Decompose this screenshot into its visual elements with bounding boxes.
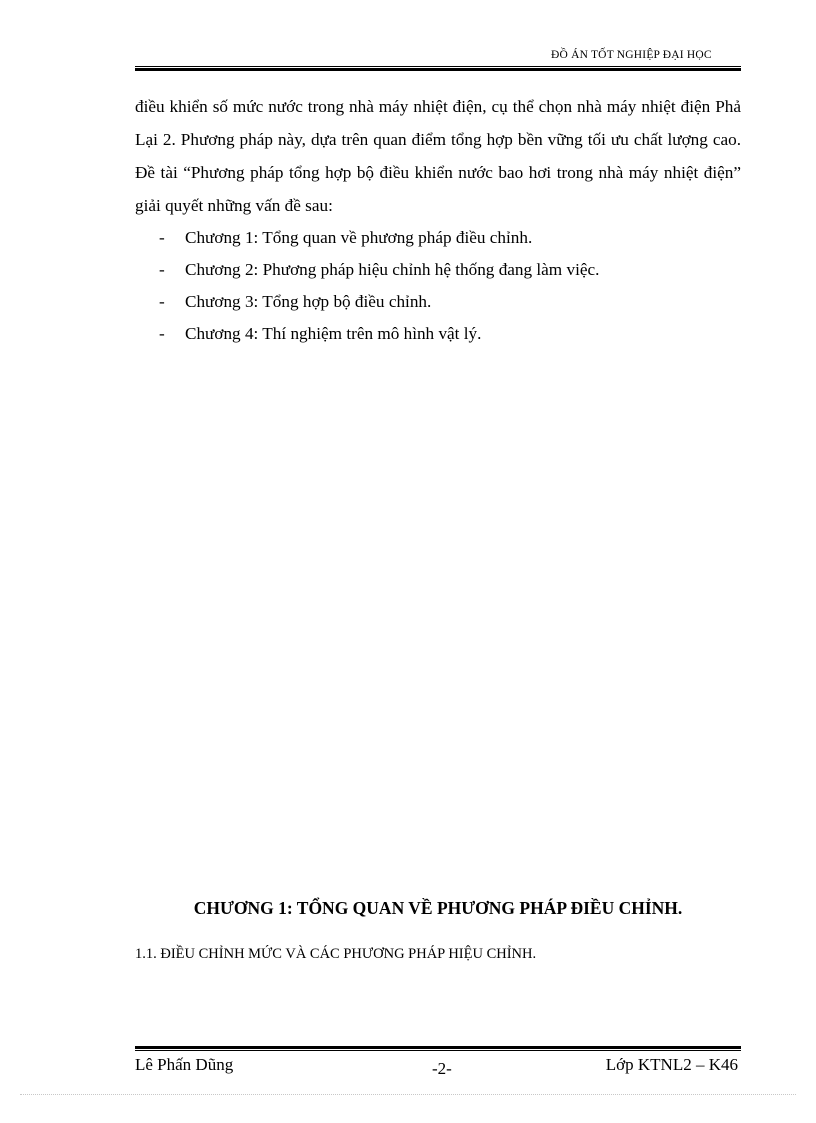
list-item-text: Chương 3: Tổng hợp bộ điều chỉnh. bbox=[185, 292, 432, 311]
header-rule-thick bbox=[135, 68, 741, 71]
list-item-text: Chương 1: Tổng quan về phương pháp điều chỉnh. bbox=[185, 228, 533, 247]
body-content bbox=[135, 90, 741, 350]
page-number: -2- bbox=[432, 1059, 452, 1078]
section-heading: 1.1. ĐIỀU CHỈNH MỨC VÀ CÁC PHƯƠNG PHÁP HIỆU CHỈNH. bbox=[135, 946, 537, 962]
list-item-text: Chương 2: Phương pháp hiệu chỉnh hệ thống đang làm việc. bbox=[185, 260, 600, 279]
list-bullet: - bbox=[159, 228, 165, 247]
list-item bbox=[135, 318, 741, 350]
list-bullet: - bbox=[159, 324, 165, 343]
header-title: ĐỒ ÁN TỐT NGHIỆP ĐẠI HỌC bbox=[551, 49, 712, 61]
chapter-heading: CHƯƠNG 1: TỔNG QUAN VỀ PHƯƠNG PHÁP ĐIỀU CHỈNH. bbox=[193, 898, 683, 918]
list-item bbox=[135, 222, 741, 254]
header-rule-thin bbox=[135, 66, 741, 67]
footer-class: Lớp KTNL2 – K46 bbox=[605, 1055, 738, 1074]
list-item-text: Chương 4: Thí nghiệm trên mô hình vật lý. bbox=[185, 324, 482, 343]
page-bottom-border bbox=[20, 1094, 796, 1095]
footer-rule-thin bbox=[135, 1050, 741, 1051]
list-bullet: - bbox=[159, 260, 165, 279]
footer-author: Lê Phấn Dũng bbox=[135, 1055, 234, 1074]
list-item bbox=[135, 254, 741, 286]
footer-rule-thick bbox=[135, 1046, 741, 1049]
list-item bbox=[135, 286, 741, 318]
chapter-list bbox=[135, 222, 741, 350]
intro-paragraph: điều khiển số mức nước trong nhà máy nhiệt điện, cụ thể chọn nhà máy nhiệt điện Phả Lại 2. Phương pháp này, dựa trên quan điểm tổng hợp bền vững tối ưu chất lượng cao. Đề tài “Phương pháp tổng hợp bộ điều khiển nước bao hơi trong nhà máy nhiệt điện” giải quyết những vấn đề sau: bbox=[135, 97, 741, 215]
list-bullet: - bbox=[159, 292, 165, 311]
